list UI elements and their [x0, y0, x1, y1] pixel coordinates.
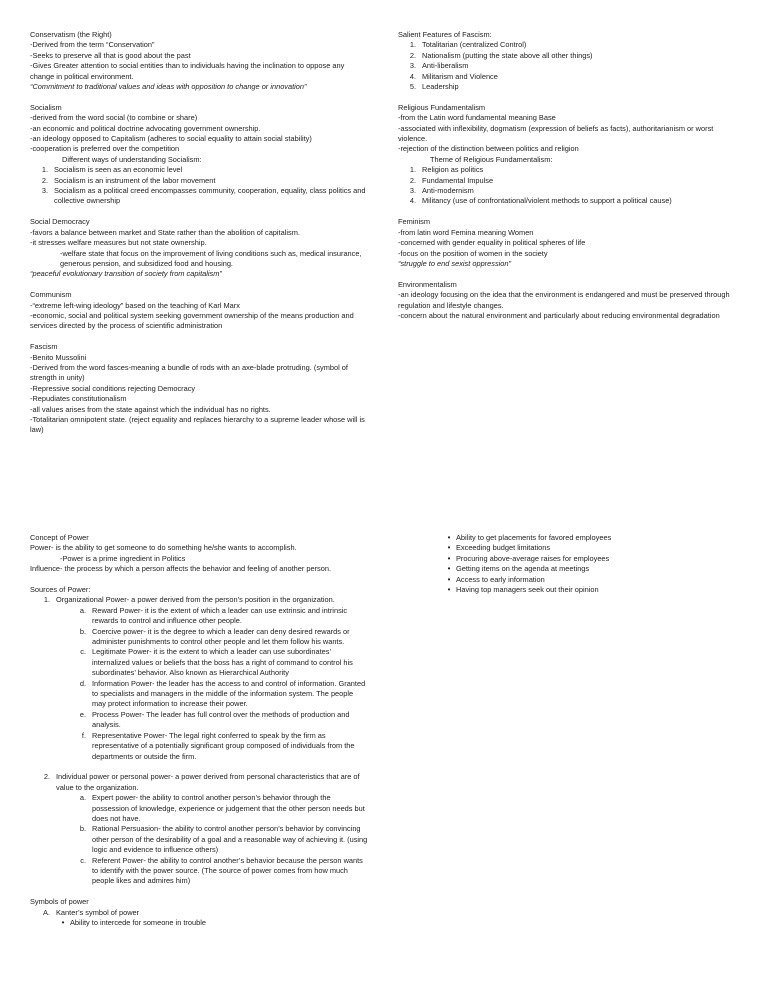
list-item: 5. Leadership	[409, 82, 459, 92]
bullets-column	[442, 533, 742, 595]
bullet-item: • Getting items on the agenda at meetings	[442, 564, 742, 574]
text-line: -from the Latin word fundamental meaning Base	[398, 113, 556, 123]
text-line: -from latin word Femina meaning Women	[398, 227, 534, 237]
text-line: -cooperation is preferred over the competition	[30, 144, 180, 154]
section-conservatism	[30, 30, 368, 92]
subheading: Different ways of understanding Socialism:	[62, 154, 202, 164]
text-line: -economic, social and political system seeking government ownership of the means production and services directed by the process of scientific administration	[30, 310, 354, 331]
section-title: Concept of Power	[30, 533, 89, 542]
section-title: Environmentalism	[398, 279, 457, 289]
list-item: 4. Militarism and Violence	[409, 71, 498, 81]
sub-list-item: d. Information Power- the leader has the access to and control of information. Granted to specialists and managers in the middle of the information system. The people may protect information to increase their power.	[79, 678, 366, 709]
top-right-column	[398, 30, 738, 332]
numbered-list	[398, 165, 738, 207]
list-item: 2. Nationalism (putting the state above all other things)	[409, 50, 593, 60]
text-line: -associated with inflexibility, dogmatism (expression of beliefs as facts), authoritarianism or worst violence.	[398, 123, 714, 144]
bullet-list	[442, 533, 742, 595]
individual-power: 2. Individual power or personal power- a power derived from personal characteristics that are of value to the organization.	[43, 772, 360, 792]
section-title: Religious Fundamentalism	[398, 102, 486, 112]
bullet-icon: •	[447, 543, 451, 553]
quote-line: “Commitment to traditional values and ideas with opposition to change or innovation”	[30, 82, 307, 92]
list-item: 2. Fundamental Impulse	[409, 175, 494, 185]
section-title: Communism	[30, 290, 72, 300]
text-line: -Totalitarian omnipotent state. (reject equality and replaces hierarchy to a supreme leader whose will is law)	[30, 414, 365, 435]
section-fascism	[30, 342, 368, 436]
top-left-column	[30, 30, 368, 446]
bullet-icon: •	[447, 585, 451, 595]
text-line: -Derived from the word fasces-meaning a bundle of rods with an axe-blade protruding. (symbol of strength in unity)	[30, 362, 348, 383]
text-line: -Benito Mussolini	[30, 352, 87, 362]
sub-list-item: c. Legitimate Power- it is the extent to which a leader can use subordinates’ internalized values or beliefs that the boss has a right of command to control his subordinates’ behavior. Also known as Hierarchical Authority	[80, 647, 353, 678]
individual-power-items	[30, 793, 368, 887]
text-line: -an ideology opposed to Capitalism (adheres to social equality to attain social stability)	[30, 134, 312, 144]
section-fascism-features	[398, 30, 738, 92]
sub-list-item: e. Process Power- The leader has full control over the methods of production and analysis.	[79, 709, 350, 730]
section-title: Social Democracy	[30, 217, 90, 227]
list-item: 3. Socialism as a political creed encompasses community, cooperation, equality, class politics and collective ownership	[41, 186, 366, 206]
section-title: Socialism	[30, 102, 62, 112]
bullet-item: • Access to early information	[442, 575, 742, 585]
sub-list-item: c. Referent Power- the ability to control another’s behavior because the person wants to identify with the power source. (The source of power comes from how much people likes and admires him)	[80, 855, 363, 886]
text-line: -welfare state that focus on the improvement of living conditions such as, medical insurance, generous pension, and subsidized food and housing.	[60, 248, 362, 268]
section-social-democracy	[30, 217, 368, 279]
org-power-items	[30, 606, 368, 762]
list-item: 1. Religion as politics	[409, 165, 484, 175]
list-item: 3. Anti-modernism	[409, 186, 474, 196]
bullet-item: • Having top managers seek out their opinion	[442, 585, 742, 595]
numbered-list	[30, 165, 368, 207]
section-environmentalism	[398, 280, 738, 322]
list-item: 2. Socialism is an instrument of the labor movement	[41, 175, 216, 185]
bullet-icon: •	[447, 553, 451, 563]
symbols-title: Symbols of power	[30, 897, 89, 907]
kanter-heading: A. Kanter’s symbol of power	[43, 907, 140, 917]
bullet-item: • Exceeding budget limitations	[442, 543, 742, 553]
text-line: -focus on the position of women in the society	[398, 248, 548, 258]
org-power: 1. Organizational Power- a power derived from the person’s position in the organization.	[43, 595, 335, 605]
text-line: -Gives Greater attention to social entities than to individuals having the inclination to oppose any change in political environment.	[30, 61, 345, 81]
sub-list-item: f. Representative Power- The legal right conferred to speak by the firm as representative of a potentially significant group composed of individuals from the departments or outside the firm.	[81, 730, 355, 761]
text-line: -it stresses welfare measures but not state ownership.	[30, 238, 207, 248]
section-feminism	[398, 217, 738, 269]
bullet-item: • Ability to get placements for favored employees	[442, 533, 742, 543]
bullet-item: • Procuring above-average raises for employees	[442, 554, 742, 564]
power-column	[30, 533, 375, 928]
text-line: -Repressive social conditions rejecting Democracy	[30, 383, 196, 393]
quote-line: “struggle to end sexist oppression”	[398, 258, 511, 268]
text-line: -derived from the word social (to combine or share)	[30, 113, 198, 123]
section-title: Feminism	[398, 217, 431, 227]
section-socialism	[30, 103, 368, 207]
text-line: -favors a balance between market and State rather than the abolition of capitalism.	[30, 227, 300, 237]
sources-title: Sources of Power:	[30, 585, 91, 595]
section-title: Salient Features of Fascism:	[398, 30, 492, 39]
text-line: -concern about the natural environment and particularly about reducing environmental degradation	[398, 310, 720, 320]
bullet-icon: •	[61, 917, 65, 927]
definition-influence: Influence- the process by which a person affects the behavior and feeling of another person.	[30, 564, 332, 574]
section-title: Fascism	[30, 342, 58, 352]
quote-line: “peaceful evolutionary transition of society from capitalism”	[30, 269, 222, 279]
text-line: -“extreme left-wing ideology” based on the teaching of Karl Marx	[30, 300, 240, 310]
list-item: 1. Totalitarian (centralized Control)	[409, 40, 527, 50]
definition-note: -Power is a prime ingredient in Politics	[60, 553, 186, 563]
bullet-icon: •	[447, 564, 451, 574]
text-line: -Derived from the term “Conservation”	[30, 40, 155, 50]
text-line: -an ideology focusing on the idea that the environment is endangered and must be preserved through regulation and lifestyle changes.	[398, 290, 730, 310]
list-item: 3. Anti-liberalism	[409, 61, 469, 71]
sub-list-item: b. Coercive power- it is the degree to which a leader can deny desired rewards or administer punishments to control other people and let them follow his wants.	[79, 626, 350, 647]
sub-list-item: a. Expert power- the ability to control another person’s behavior through the possession of knowledge, experience or judgement that the other person needs but does not have.	[79, 793, 365, 823]
text-line: -an economic and political doctrine advocating government ownership.	[30, 123, 261, 133]
numbered-list	[398, 40, 738, 92]
bullet-icon: •	[447, 574, 451, 584]
text-line: -rejection of the distinction between politics and religion	[398, 144, 579, 154]
bullet-icon: •	[447, 533, 451, 542]
text-line: -Repudiates constitutionalism	[30, 394, 127, 404]
subheading: Theme of Religious Fundamentalism:	[430, 154, 553, 164]
text-line: -all values arises from the state against which the individual has no rights.	[30, 404, 271, 414]
text-line: -Seeks to preserve all that is good about the past	[30, 50, 191, 60]
section-title: Conservatism (the Right)	[30, 30, 112, 39]
list-item: 1. Socialism is seen as an economic level	[41, 165, 183, 175]
definition-power: Power- is the ability to get someone to do something he/she wants to accomplish.	[30, 543, 297, 553]
section-religious-fundamentalism	[398, 103, 738, 207]
text-line: -concerned with gender equality in political spheres of life	[398, 238, 586, 248]
section-communism	[30, 290, 368, 332]
sub-list-item: a. Reward Power- it is the extent of which a leader can use extrinsic and intrinsic rewards to control and influence other people.	[79, 605, 348, 626]
sub-list-item: b. Rational Persuasion- the ability to control another person’s behavior by convincing other person of the desirability of a goal and a reasonable way of achieving it. (using logic and evidence to influence others)	[79, 824, 368, 855]
list-item: 4. Militancy (use of confrontational/violent methods to support a political cause)	[409, 196, 672, 206]
bullet-item: • Ability to intercede for someone in trouble	[30, 918, 375, 928]
